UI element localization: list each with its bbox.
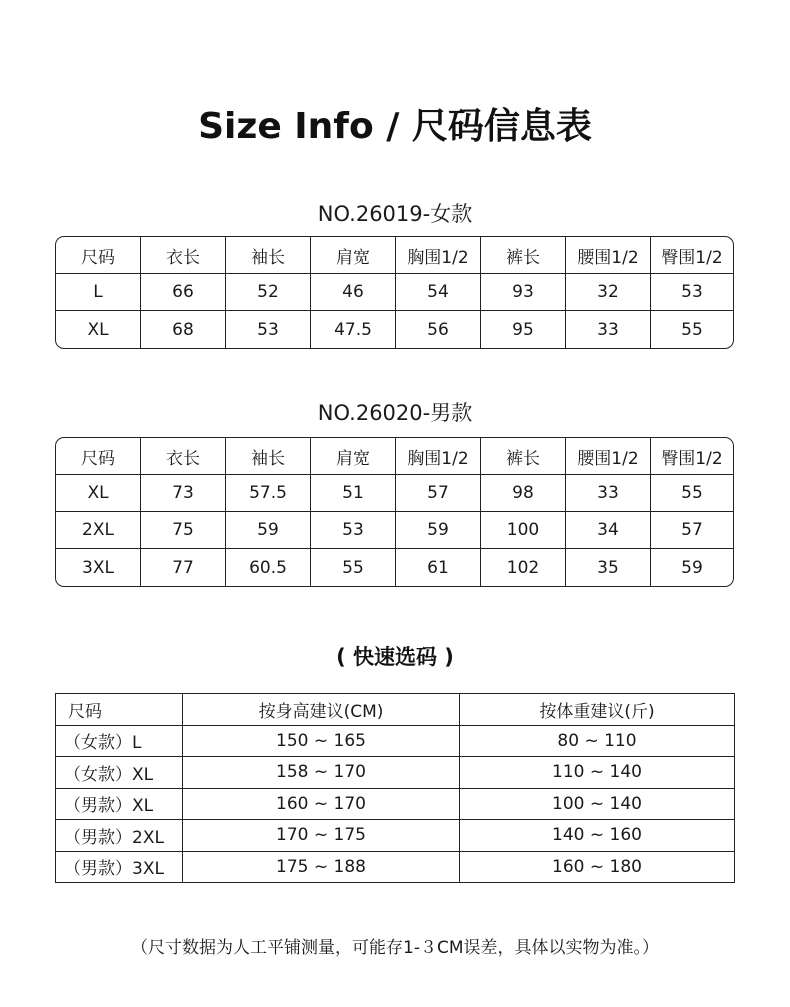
weight-range-cell: 160 ~ 180 [552, 856, 642, 877]
measurement-cell: 53 [651, 274, 733, 311]
measurement-cell: 66 [141, 274, 226, 311]
size-cell: 2XL [56, 512, 141, 549]
measurement-cell: 73 [141, 475, 226, 512]
weight-range-cell: 100 ~ 140 [460, 789, 734, 821]
size-cell: XL [56, 475, 141, 512]
height-range-cell: 175 ~ 188 [183, 852, 460, 883]
column-header: 裤长 [481, 438, 566, 475]
size-cell: XL [56, 311, 141, 348]
quick-select-table [55, 693, 735, 883]
table-row [56, 852, 734, 883]
header-row [56, 694, 734, 726]
column-header: 肩宽 [311, 438, 396, 475]
column-header: 袖长 [226, 438, 311, 475]
measurement-cell: 59 [226, 512, 311, 549]
measurement-cell: 98 [481, 475, 566, 512]
measurement-cell: 102 [481, 549, 566, 586]
measurement-cell: 57 [651, 512, 733, 549]
measurement-cell: 55 [651, 475, 733, 512]
table-row [56, 757, 734, 789]
measurement-cell: 46 [311, 274, 396, 311]
size-cell: （女款）L [56, 726, 183, 758]
measurement-cell: 57 [396, 475, 481, 512]
height-range-cell: 160 ~ 170 [183, 789, 460, 821]
column-header: 胸围1/2 [396, 438, 481, 475]
measurement-cell: 53 [226, 311, 311, 348]
women-size-table [55, 236, 734, 349]
measurement-cell: 55 [311, 549, 396, 586]
measurement-cell: 34 [566, 512, 651, 549]
header-row [56, 438, 733, 475]
column-header: 按身高建议(CM) [183, 694, 460, 726]
measurement-cell: 59 [681, 557, 703, 578]
measurement-cell: 100 [481, 512, 566, 549]
table-row [56, 820, 734, 852]
men-size-table [55, 437, 734, 587]
size-cell: （男款）3XL [56, 852, 183, 883]
size-cell: （女款）XL [56, 757, 183, 789]
size-cell: （男款）2XL [56, 820, 183, 852]
measurement-cell: 53 [311, 512, 396, 549]
measurement-cell: 75 [141, 512, 226, 549]
column-header: 肩宽 [311, 237, 396, 274]
measurement-cell: 68 [141, 311, 226, 348]
measurement-cell: 33 [566, 311, 651, 348]
measurement-cell: 61 [396, 549, 481, 586]
column-header: 裤长 [481, 237, 566, 274]
column-header: 袖长 [226, 237, 311, 274]
size-cell: （男款）XL [56, 789, 183, 821]
table-row [56, 726, 734, 758]
column-header: 按体重建议(斤) [460, 694, 734, 726]
measurement-cell: 33 [566, 475, 651, 512]
column-header: 臀围1/2 [651, 237, 733, 274]
footnote: （尺寸数据为人工平铺测量，可能存1-３CM误差，具体以实物为准。） [131, 938, 659, 958]
weight-range-cell: 80 ~ 110 [460, 726, 734, 758]
table-row [56, 475, 733, 512]
page-title: Size Info / 尺码信息表 [198, 106, 592, 147]
quick-select-title: ( 快速选码 ) [336, 645, 454, 669]
measurement-cell: 35 [566, 549, 651, 586]
column-header: 衣长 [141, 237, 226, 274]
size-cell: 3XL [56, 549, 141, 586]
height-range-cell: 158 ~ 170 [183, 757, 460, 789]
table-row [56, 274, 733, 311]
column-header: 腰围1/2 [566, 438, 651, 475]
measurement-cell: 52 [226, 274, 311, 311]
measurement-cell: 47.5 [311, 311, 396, 348]
size-cell: L [56, 274, 141, 311]
measurement-cell: 56 [396, 311, 481, 348]
measurement-cell: 51 [311, 475, 396, 512]
column-header: 尺码 [56, 438, 141, 475]
men-table-caption: NO.26020-男款 [317, 401, 473, 425]
header-row [56, 237, 733, 274]
height-range-cell: 170 ~ 175 [183, 820, 460, 852]
column-header: 衣长 [141, 438, 226, 475]
table-row [56, 549, 733, 586]
column-header: 腰围1/2 [566, 237, 651, 274]
weight-range-cell: 140 ~ 160 [460, 820, 734, 852]
height-range-cell: 150 ~ 165 [183, 726, 460, 758]
column-header: 尺码 [56, 237, 141, 274]
measurement-cell: 93 [481, 274, 566, 311]
table-row [56, 311, 733, 348]
measurement-cell: 54 [396, 274, 481, 311]
measurement-cell: 60.5 [226, 549, 311, 586]
measurement-cell: 57.5 [226, 475, 311, 512]
measurement-cell: 55 [681, 319, 703, 340]
table-row [56, 512, 733, 549]
column-header: 臀围1/2 [651, 438, 733, 475]
measurement-cell: 95 [481, 311, 566, 348]
measurement-cell: 59 [396, 512, 481, 549]
women-table-caption: NO.26019-女款 [317, 202, 473, 226]
column-header: 胸围1/2 [396, 237, 481, 274]
table-row [56, 789, 734, 821]
column-header: 尺码 [56, 694, 183, 726]
measurement-cell: 32 [566, 274, 651, 311]
weight-range-cell: 110 ~ 140 [460, 757, 734, 789]
measurement-cell: 77 [141, 549, 226, 586]
